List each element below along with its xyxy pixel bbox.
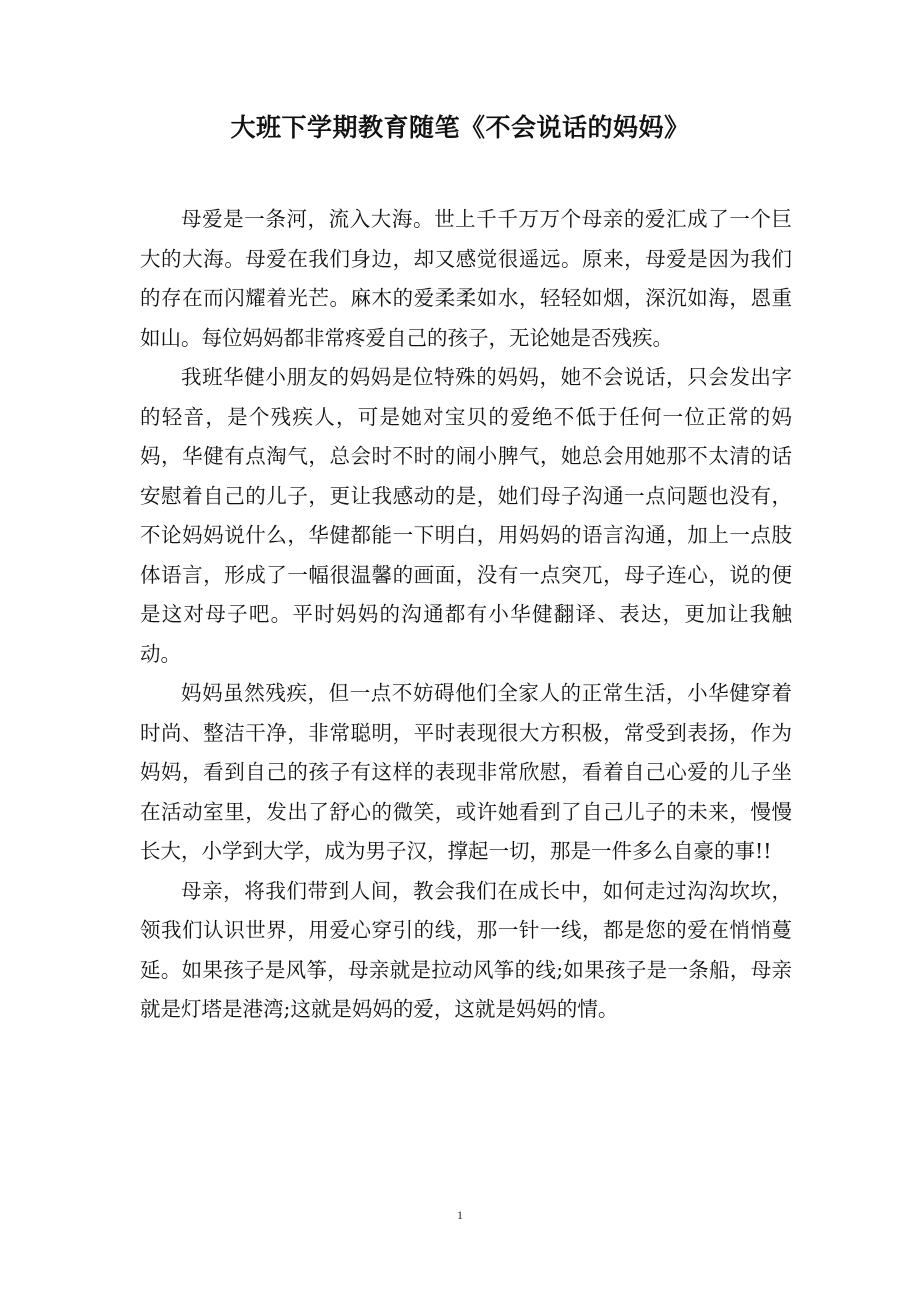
paragraph: 我班华健小朋友的妈妈是位特殊的妈妈，她不会说话，只会发出字的轻音，是个残疾人，可是她对宝贝的爱绝不低于任何一位正常的妈妈，华健有点淘气，总会时不时的闹小脾气，她总会用她那不太清的话安慰着自己的儿子，更让我感动的是，她们母子沟通一点问题也没有，不论妈妈说什么，华健都能一下明白，用妈妈的语言沟通，加上一点肢体语言，形成了一幅很温馨的画面，没有一点突兀，母子连心，说的便是这对母子吧。平时妈妈的沟通都有小华健翻译、表达，更加让我触动。 bbox=[140, 365, 792, 666]
paragraph: 母亲，将我们带到人间，教会我们在成长中，如何走过沟沟坎坎，领我们认识世界，用爱心穿引的线，那一针一线，都是您的爱在悄悄蔓延。如果孩子是风筝，母亲就是拉动风筝的线;如果孩子是一条船，母亲就是灯塔是港湾;这就是妈妈的爱，这就是妈妈的情。 bbox=[140, 878, 792, 1021]
paragraph: 妈妈虽然残疾，但一点不妨碍他们全家人的正常生活，小华健穿着时尚、整洁干净，非常聪明，平时表现很大方积极，常受到表扬，作为妈妈，看到自己的孩子有这样的表现非常欣慰，看着自己心爱的儿子坐在活动室里，发出了舒心的微笑，或许她看到了自己儿子的未来，慢慢长大，小学到大学，成为男子汉，撑起一切，那是一件多么自豪的事!! bbox=[140, 681, 792, 863]
document-body bbox=[140, 200, 792, 1030]
paragraph: 母爱是一条河，流入大海。世上千千万万个母亲的爱汇成了一个巨大的大海。母爱在我们身边，却又感觉很遥远。原来，母爱是因为我们的存在而闪耀着光芒。麻木的爱柔柔如水，轻轻如烟，深沉如海，恩重如山。每位妈妈都非常疼爱自己的孩子，无论她是否残疾。 bbox=[140, 207, 792, 350]
document-title: 大班下学期教育随笔《不会说话的妈妈》 bbox=[230, 113, 690, 142]
page-number: 1 bbox=[457, 1208, 463, 1222]
